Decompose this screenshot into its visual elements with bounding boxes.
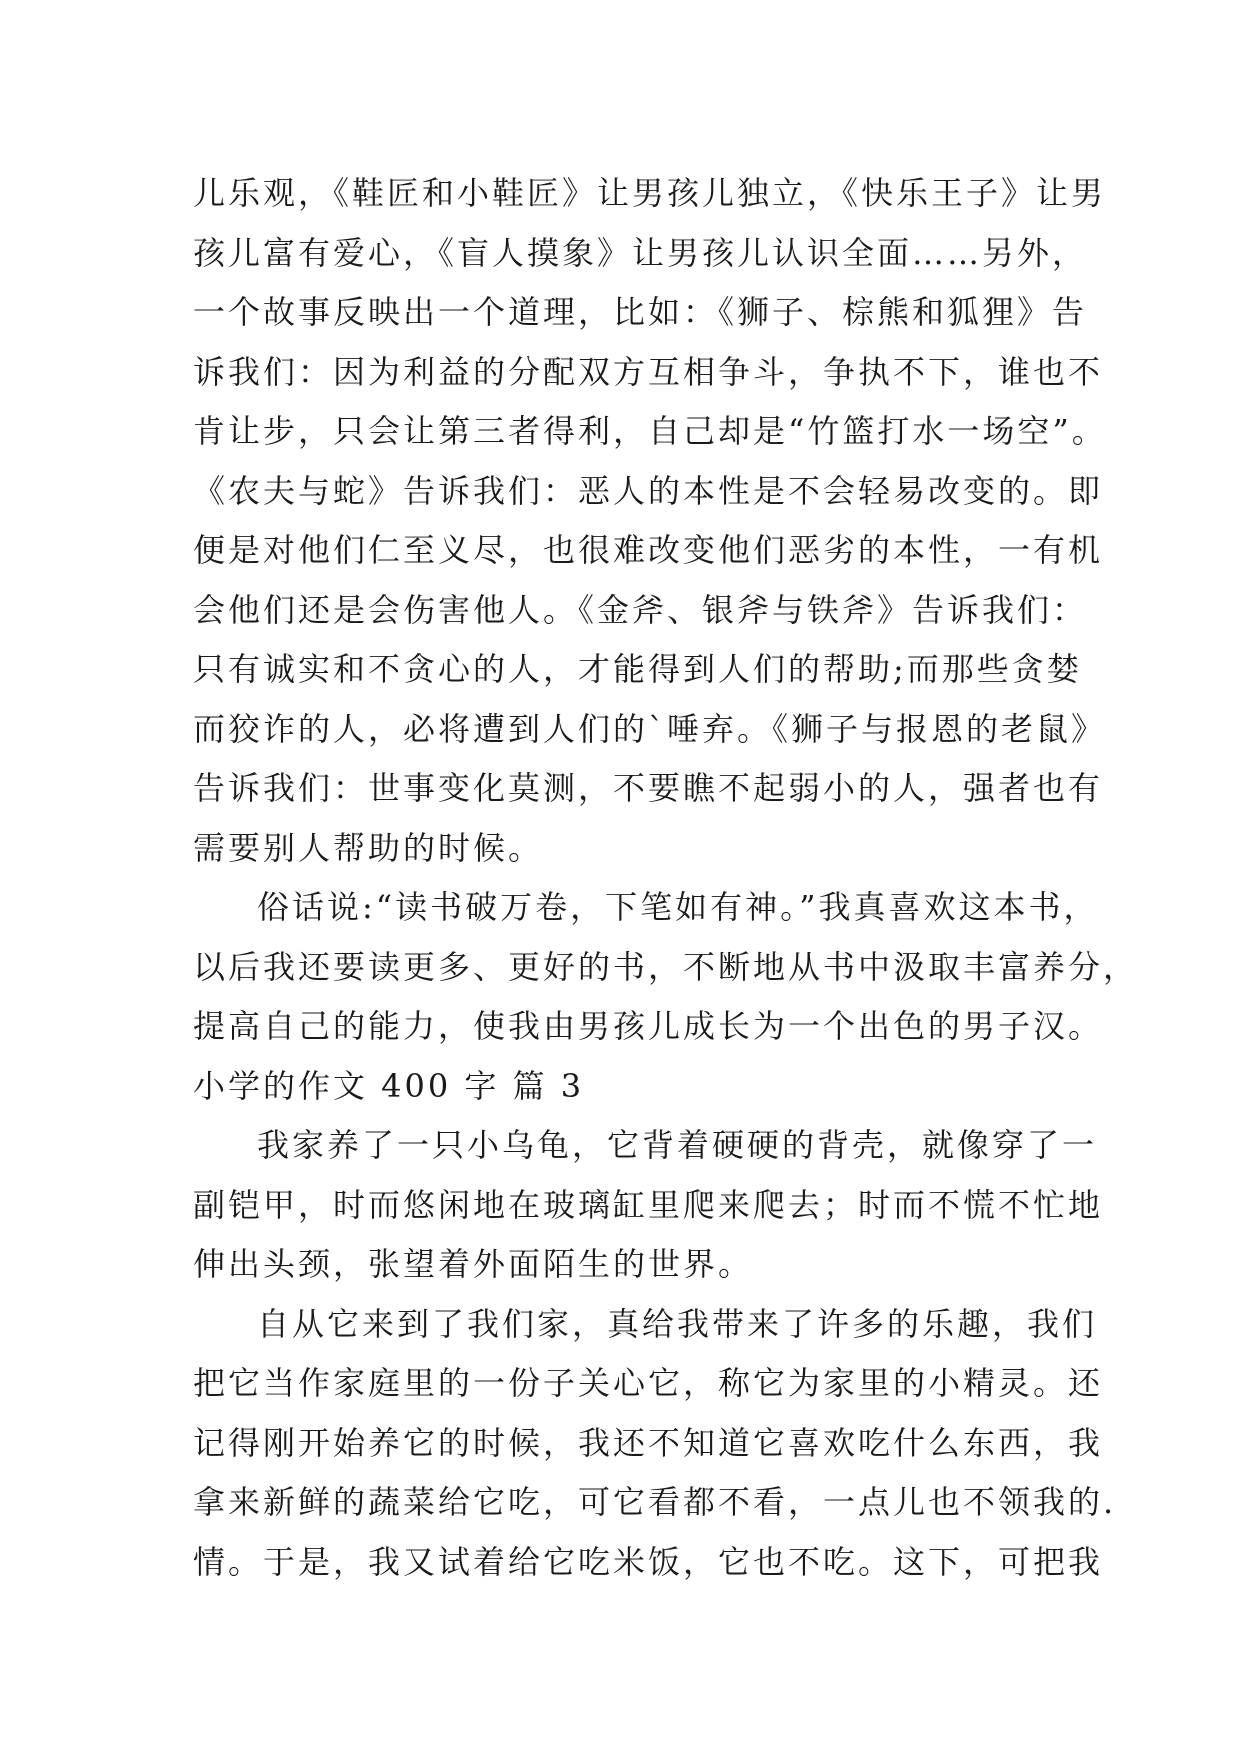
text-line: 副铠甲，时而悠闲地在玻璃缸里爬来爬去；时而不慌不忙地 xyxy=(193,1185,1104,1224)
text-line: 一个故事反映出一个道理，比如：《狮子、棕熊和狐狸》告 xyxy=(193,293,1088,331)
paragraph-start-line: 我家养了一只小乌龟，它背着硬硬的背壳，就像穿了一 xyxy=(257,1126,1098,1164)
text-line: 告诉我们：世事变化莫测，不要瞧不起弱小的人，强者也有 xyxy=(193,769,1104,807)
text-line: 孩儿富有爱心，《盲人摸象》让男孩儿认识全面……另外， xyxy=(193,233,1088,272)
text-line: 把它当作家庭里的一份子关心它，称它为家里的小精灵。还 xyxy=(193,1364,1104,1402)
text-line: 以后我还要读更多、更好的书，不断地从书中汲取丰富养分， xyxy=(193,947,1139,986)
section-heading: 小学的作文 400 字 篇 3 xyxy=(193,1066,585,1105)
text-line: 《农夫与蛇》告诉我们：恶人的本性是不会轻易改变的。即 xyxy=(193,471,1104,510)
text-line: 记得刚开始养它的时候，我还不知道它喜欢吃什么东西，我 xyxy=(193,1423,1104,1462)
text-line: 便是对他们仁至义尽，也很难改变他们恶劣的本性，一有机 xyxy=(193,531,1104,569)
paragraph-start-line: 自从它来到了我们家，真给我带来了许多的乐趣，我们 xyxy=(257,1304,1098,1343)
essay-text xyxy=(193,164,1139,1592)
text-line: 诉我们：因为利益的分配双方互相争斗，争执不下，谁也不 xyxy=(193,352,1104,391)
text-line: 儿乐观，《鞋匠和小鞋匠》让男孩儿独立，《快乐王子》让男 xyxy=(193,174,1107,212)
text-line: 需要别人帮助的时候。 xyxy=(193,828,544,867)
text-line: 肯让步，只会让第三者得利，自己却是“竹篮打水一场空”。 xyxy=(193,412,1107,450)
text-line: 而狡诈的人，必将遭到人们的`唾弃。《狮子与报恩的老鼠》 xyxy=(193,709,1107,748)
text-line: 会他们还是会伤害他人。《金斧、银斧与铁斧》告诉我们： xyxy=(193,590,1088,629)
text-line: 伸出头颈，张望着外面陌生的世界。 xyxy=(193,1245,754,1283)
text-line: 情。于是，我又试着给它吃米饭，它也不吃。这下，可把我 xyxy=(193,1542,1104,1581)
text-line: 拿来新鲜的蔬菜给它吃，可它看都不看，一点儿也不领我的. xyxy=(193,1483,1117,1521)
paragraph-start-line: 俗话说:“读书破万卷，下笔如有神。”我真喜欢这本书， xyxy=(257,888,1099,926)
text-line: 提高自己的能力，使我由男孩儿成长为一个出色的男子汉。 xyxy=(193,1007,1104,1045)
text-line: 只有诚实和不贪心的人，才能得到人们的帮助;而那些贪婪 xyxy=(193,650,1082,688)
